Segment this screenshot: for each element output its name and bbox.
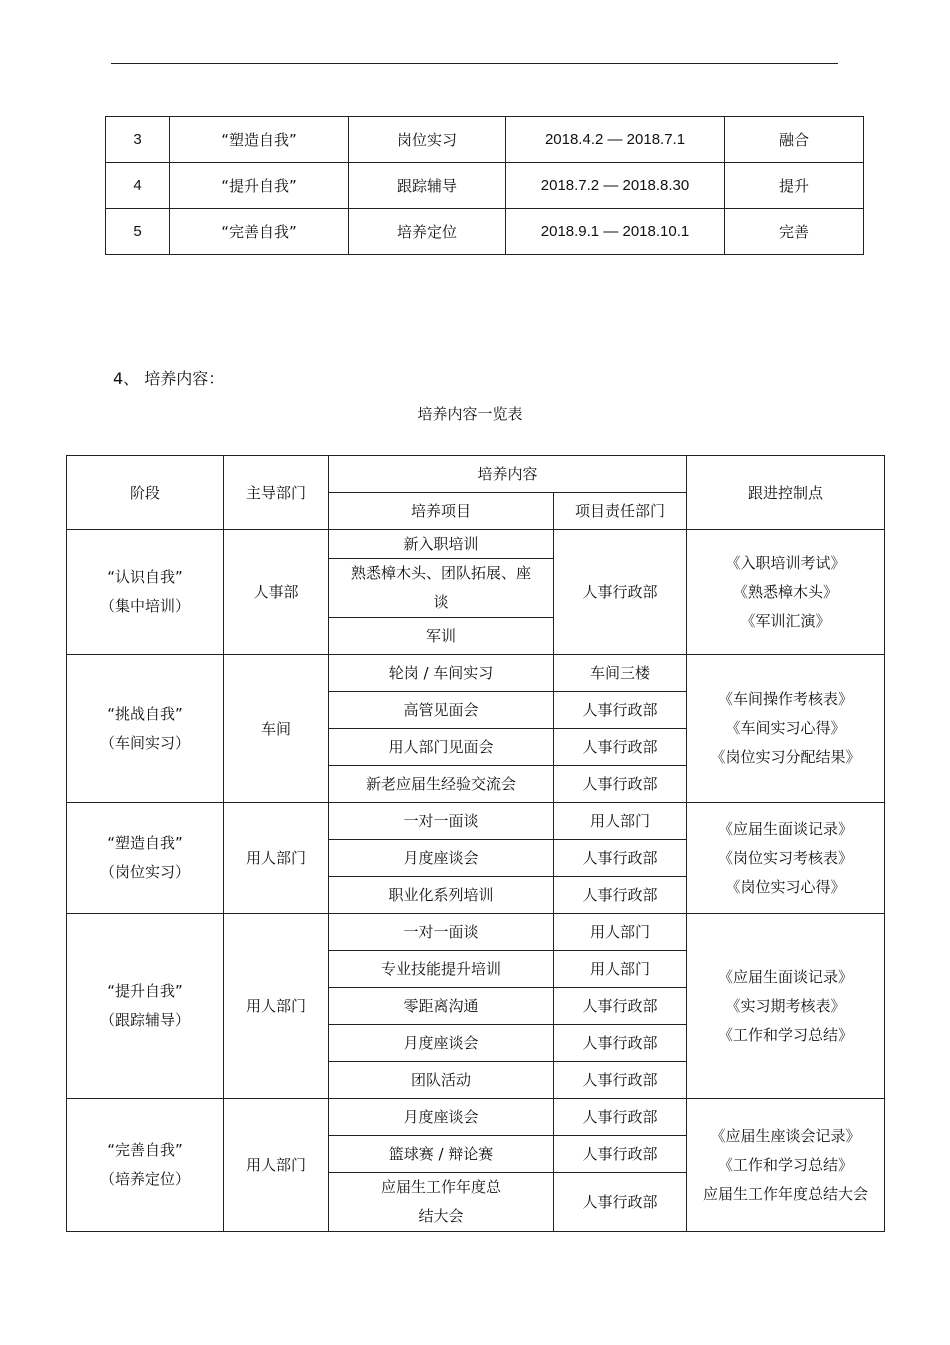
stage-name: “提升自我” <box>170 163 349 209</box>
stage-sub: （培养定位） <box>99 1170 190 1188</box>
stage-type: 培养定位 <box>349 209 506 255</box>
stage-cell <box>67 530 224 655</box>
resp-dept: 人事行政部 <box>554 1173 687 1232</box>
resp-dept: 人事行政部 <box>554 766 687 803</box>
lead-dept: 车间 <box>224 655 329 803</box>
resp-dept: 人事行政部 <box>554 1099 687 1136</box>
resp-dept: 人事行政部 <box>554 1025 687 1062</box>
header-content: 培养内容 <box>329 456 687 493</box>
resp-dept: 人事行政部 <box>554 988 687 1025</box>
stage-sub: （集中培训） <box>99 597 190 615</box>
item-cell: 专业技能提升培训 <box>329 951 554 988</box>
control-point: 《应届生面谈记录》 <box>718 819 854 838</box>
item-cell: 新老应届生经验交流会 <box>329 766 554 803</box>
table-row <box>106 209 864 255</box>
header-item: 培养项目 <box>329 493 554 530</box>
item-cell: 应届生工作年度总结大会 <box>329 1173 554 1232</box>
stage-cell <box>67 914 224 1099</box>
stage-name: “提升自我” <box>107 982 183 1000</box>
control-point: 《工作和学习总结》 <box>718 1155 854 1174</box>
table-row <box>67 655 885 692</box>
table-row <box>106 117 864 163</box>
control-point: 《岗位实习考核表》 <box>718 848 854 867</box>
header-rule <box>111 63 838 64</box>
stage-type: 岗位实习 <box>349 117 506 163</box>
item-cell: 高管见面会 <box>329 692 554 729</box>
control-cell <box>687 914 885 1099</box>
table-row <box>106 163 864 209</box>
control-point: 《岗位实习心得》 <box>725 877 846 896</box>
control-point: 《应届生座谈会记录》 <box>710 1126 861 1145</box>
item-cell: 军训 <box>329 618 554 655</box>
control-point: 《军训汇演》 <box>740 611 831 630</box>
item-cell: 新入职培训 <box>329 530 554 559</box>
stage-goal: 完善 <box>725 209 864 255</box>
resp-dept: 车间三楼 <box>554 655 687 692</box>
row-number: 3 <box>106 117 170 163</box>
header-row <box>67 456 885 493</box>
control-point: 《岗位实习分配结果》 <box>710 748 861 766</box>
item-cell: 一对一面谈 <box>329 914 554 951</box>
table-caption: 培养内容一览表 <box>417 405 523 423</box>
table-row <box>67 803 885 840</box>
stage-cell <box>67 655 224 803</box>
stage-goal: 提升 <box>725 163 864 209</box>
item-cell: 篮球赛 / 辩论赛 <box>329 1136 554 1173</box>
item-cell: 一对一面谈 <box>329 803 554 840</box>
resp-dept: 用人部门 <box>554 951 687 988</box>
lead-dept: 用人部门 <box>224 1099 329 1232</box>
row-number: 5 <box>106 209 170 255</box>
stage-name: “完善自我” <box>170 209 349 255</box>
control-cell <box>687 655 885 803</box>
control-point: 《车间实习心得》 <box>725 719 846 737</box>
stage-name: “完善自我” <box>107 1141 183 1159</box>
control-cell <box>687 530 885 655</box>
item-cell: 团队活动 <box>329 1062 554 1099</box>
stage-cell <box>67 1099 224 1232</box>
item-cell: 零距离沟通 <box>329 988 554 1025</box>
item-cell: 轮岗 / 车间实习 <box>329 655 554 692</box>
lead-dept: 用人部门 <box>224 803 329 914</box>
stage-sub: （岗位实习） <box>99 863 190 881</box>
stage-period: 2018.4.2 — 2018.7.1 <box>506 117 725 163</box>
resp-dept: 用人部门 <box>554 803 687 840</box>
item-cell: 月度座谈会 <box>329 1025 554 1062</box>
resp-dept: 人事行政部 <box>554 1136 687 1173</box>
control-point: 《工作和学习总结》 <box>718 1025 854 1044</box>
lead-dept: 人事部 <box>224 530 329 655</box>
stage-sub: （跟踪辅导） <box>99 1011 190 1029</box>
resp-dept: 人事行政部 <box>554 840 687 877</box>
control-point: 《实习期考核表》 <box>725 996 846 1015</box>
schedule-table <box>105 116 864 255</box>
resp-dept: 人事行政部 <box>554 692 687 729</box>
content-table <box>66 455 885 1232</box>
control-point: 《入职培训考试》 <box>725 553 846 572</box>
stage-type: 跟踪辅导 <box>349 163 506 209</box>
resp-dept: 用人部门 <box>554 914 687 951</box>
item-cell: 月度座谈会 <box>329 840 554 877</box>
lead-dept: 用人部门 <box>224 914 329 1099</box>
resp-dept: 人事行政部 <box>554 530 687 655</box>
control-point: 《熟悉樟木头》 <box>733 582 839 601</box>
stage-sub: （车间实习） <box>99 733 190 752</box>
stage-goal: 融合 <box>725 117 864 163</box>
stage-name: “挑战自我” <box>107 704 183 723</box>
control-point: 《应届生面谈记录》 <box>718 967 854 986</box>
item-cell: 用人部门见面会 <box>329 729 554 766</box>
header-stage: 阶段 <box>67 456 224 530</box>
item-cell: 月度座谈会 <box>329 1099 554 1136</box>
table-row <box>67 530 885 559</box>
item-cell: 熟悉樟木头、团队拓展、座谈 <box>329 559 554 618</box>
resp-dept: 人事行政部 <box>554 877 687 914</box>
table-row <box>67 914 885 951</box>
resp-dept: 人事行政部 <box>554 1062 687 1099</box>
stage-name: “塑造自我” <box>107 834 183 852</box>
stage-period: 2018.7.2 — 2018.8.30 <box>506 163 725 209</box>
item-cell: 职业化系列培训 <box>329 877 554 914</box>
control-cell <box>687 803 885 914</box>
control-cell <box>687 1099 885 1232</box>
resp-dept: 人事行政部 <box>554 729 687 766</box>
stage-name: “塑造自我” <box>170 117 349 163</box>
stage-period: 2018.9.1 — 2018.10.1 <box>506 209 725 255</box>
header-control: 跟进控制点 <box>687 456 885 530</box>
header-lead-dept: 主导部门 <box>224 456 329 530</box>
stage-name: “认识自我” <box>107 568 183 586</box>
stage-cell <box>67 803 224 914</box>
table-row <box>67 1099 885 1136</box>
control-point: 应届生工作年度总结大会 <box>703 1184 869 1203</box>
header-resp-dept: 项目责任部门 <box>554 493 687 530</box>
control-point: 《车间操作考核表》 <box>718 690 854 708</box>
section-title: 4、 培养内容： <box>113 369 225 388</box>
row-number: 4 <box>106 163 170 209</box>
